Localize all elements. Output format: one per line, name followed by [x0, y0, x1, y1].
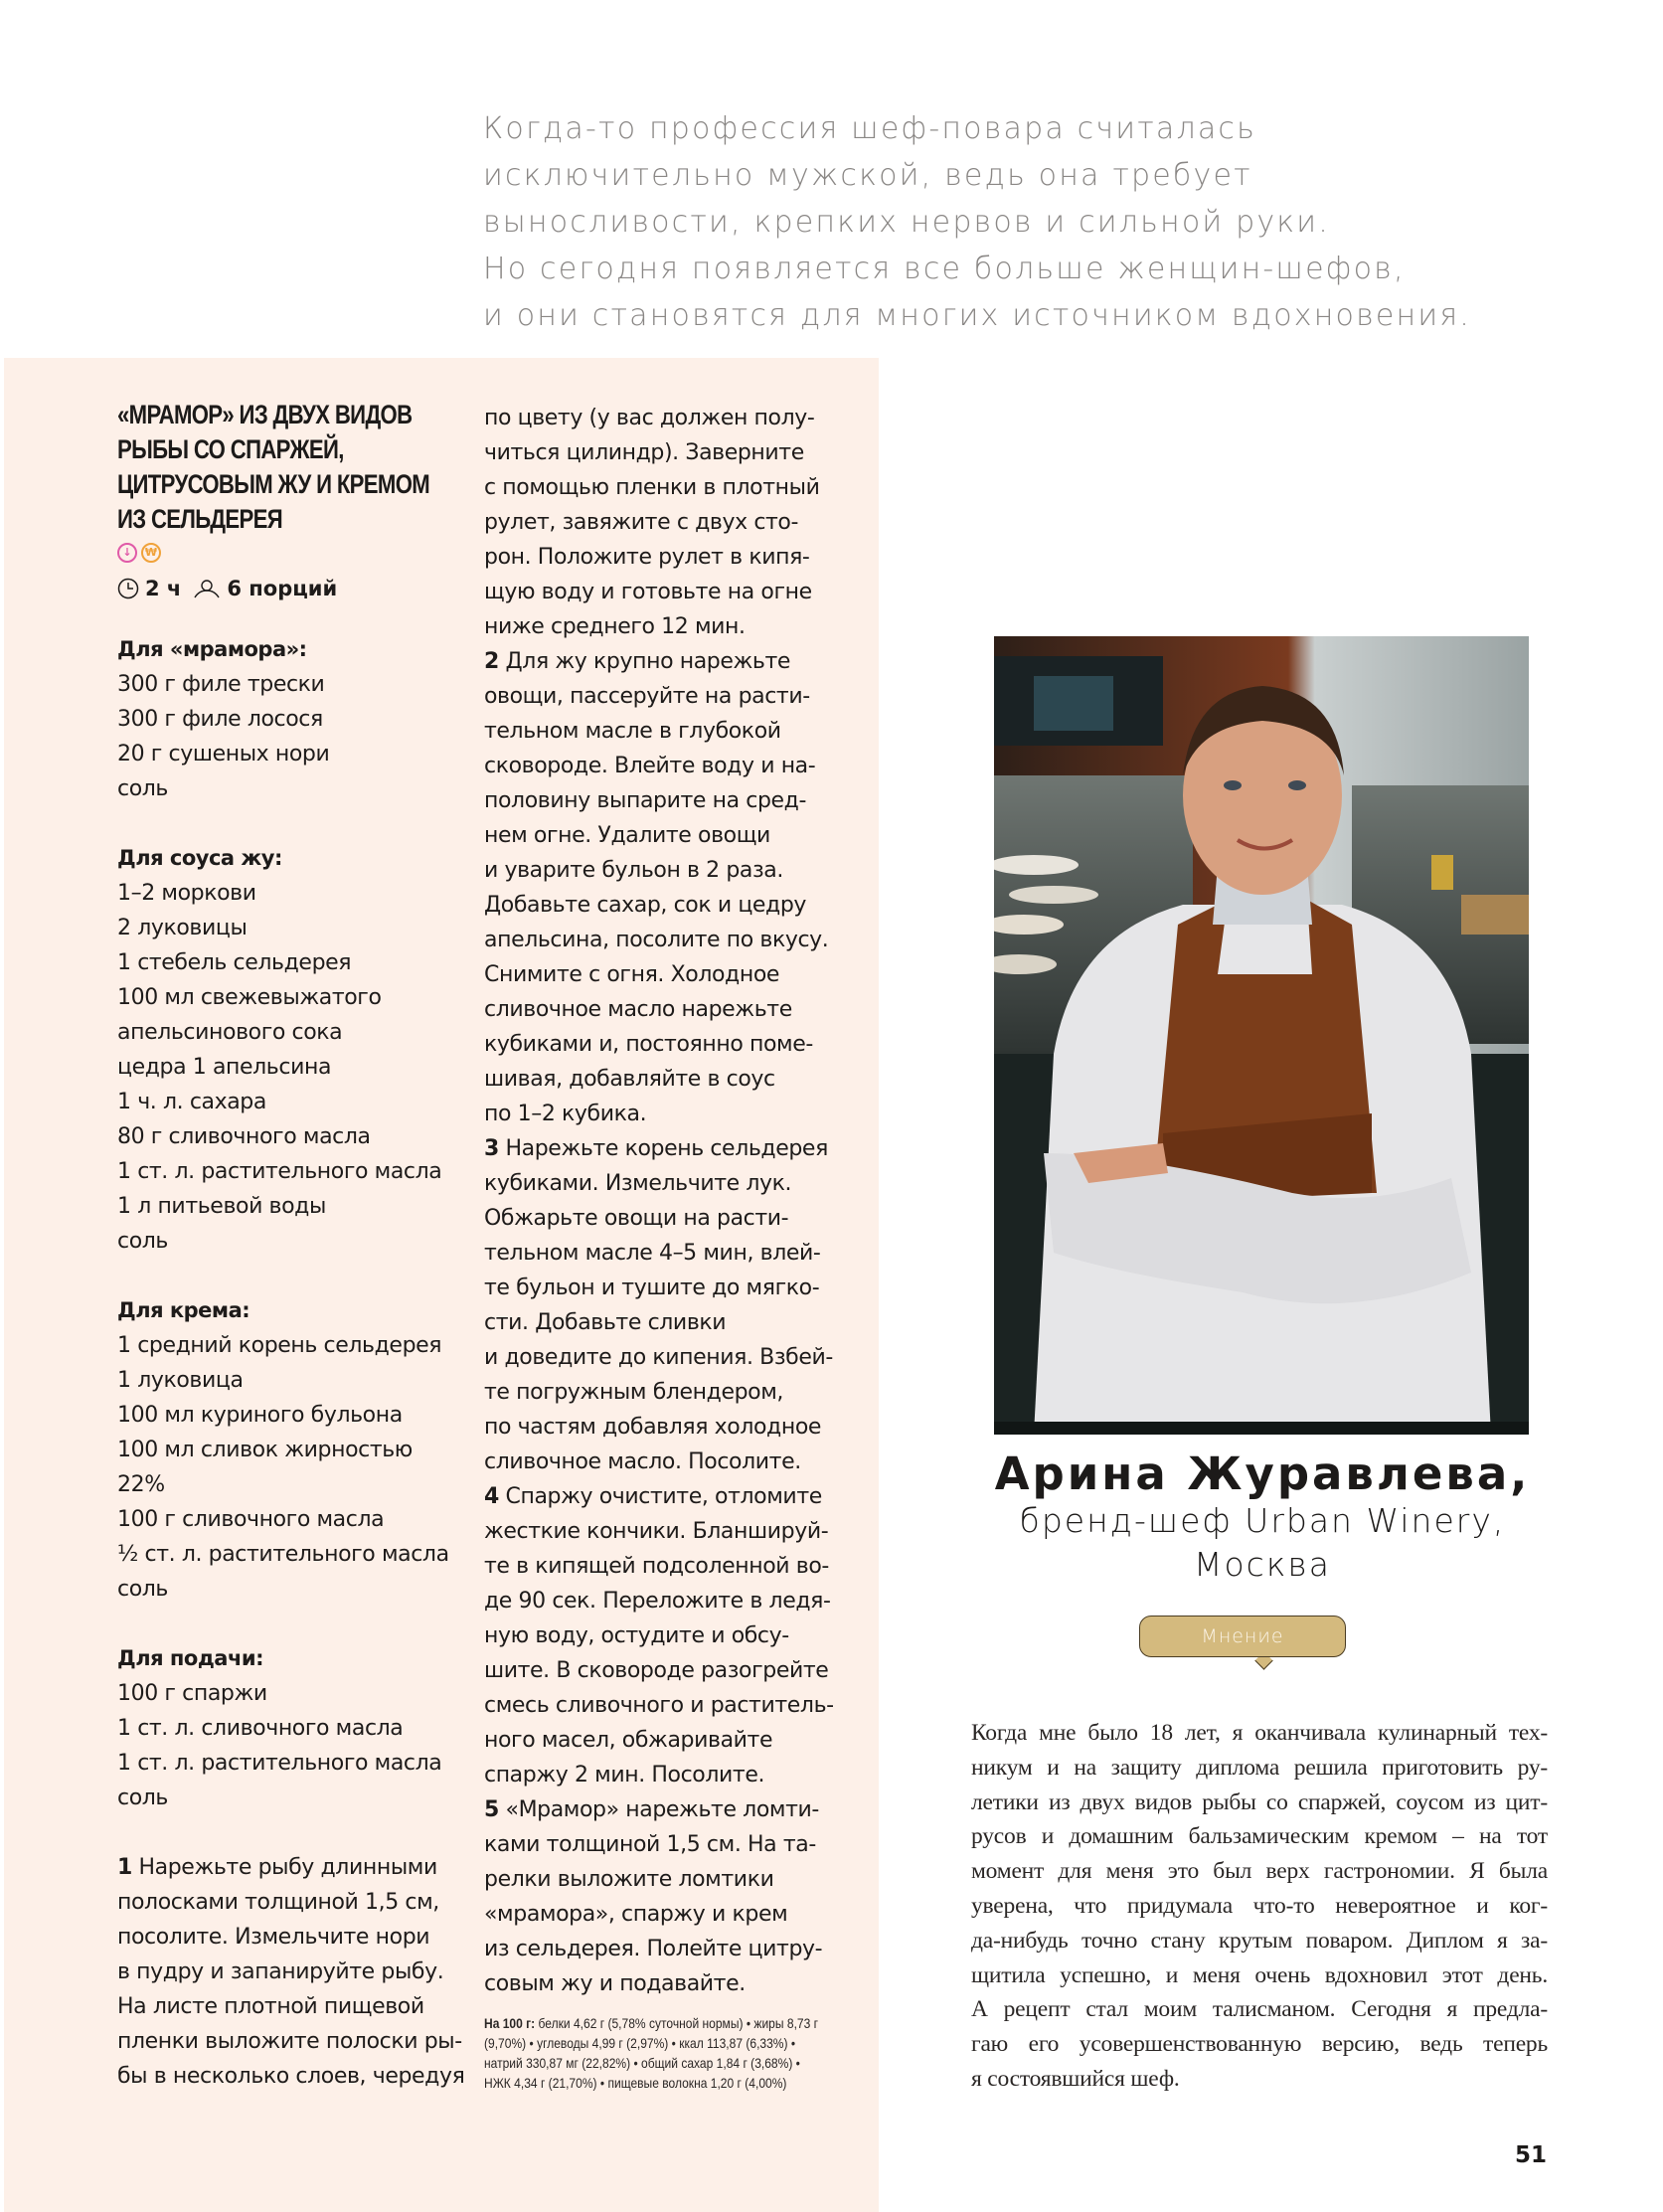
step-text: по частям добавляя холодное [484, 1415, 822, 1440]
step-number: 5 [484, 1797, 499, 1822]
step-text: Нарежьте корень сельдерея [505, 1136, 828, 1161]
title-line: ИЗ СЕЛЬДЕРЕЯ [117, 504, 282, 534]
step-text: овощи, пассеруйте на расти- [484, 684, 810, 709]
lead-line: Когда-то профессия шеф-повара считалась [483, 111, 1256, 146]
nutrition-label: На 100 г: [484, 2015, 536, 2031]
ingredient: 1 луковица [117, 1368, 244, 1393]
step-text: ного масел, обжаривайте [484, 1728, 773, 1753]
ingredient-group-marble [117, 632, 455, 806]
step-text: Нарежьте рыбу длинными [138, 1855, 437, 1880]
step-text: нем огне. Удалите овощи [484, 823, 770, 848]
ingredient: 300 г филе лосося [117, 707, 323, 732]
lead-line: и они становятся для многих источником вдохновения. [483, 298, 1472, 333]
quote-line: гаю его усовершенствованную версию, ведь теперь [971, 2031, 1548, 2058]
nutrition-line: НЖК 4,34 г (21,70%) • пищевые волокна 1,20 г (4,00%) [484, 2075, 787, 2091]
step-text: пленки выложите полоски ры- [117, 2029, 462, 2054]
low-calorie-icon: ↓ [117, 543, 137, 563]
recipe-title [117, 398, 459, 537]
ingredient: 1 ст. л. растительного масла [117, 1159, 442, 1184]
quote-line: А рецепт стал моим талисманом. Сегодня я предла- [971, 1996, 1548, 2023]
ingredient-group-cream [117, 1293, 455, 1607]
quote-line: никум и на защиту диплома решила приготовить ру- [971, 1754, 1548, 1781]
ingredient: 100 мл свежевыжатого [117, 985, 382, 1010]
chef-name: Арина Журавлева, [994, 1447, 1531, 1500]
ingredient: 20 г сушеных нори [117, 742, 330, 766]
step-text: тельном масле в глубокой [484, 719, 781, 744]
step-text: Для жу крупно нарежьте [505, 649, 791, 674]
ingredient: 22% [117, 1472, 165, 1497]
ingredient: 1 ч. л. сахара [117, 1090, 266, 1114]
chef-city: Москва [1194, 1545, 1331, 1584]
step-text: релки выложите ломтики [484, 1867, 774, 1892]
step-text: Обжарьте овощи на расти- [484, 1206, 789, 1231]
ingredient-heading: Для крема: [117, 1298, 250, 1322]
ingredient: ½ ст. л. растительного масла [117, 1542, 449, 1567]
step-text: и доведите до кипения. Взбей- [484, 1345, 833, 1370]
step-text: ками толщиной 1,5 см. На та- [484, 1832, 816, 1857]
title-line: РЫБЫ СО СПАРЖЕЙ, [117, 434, 344, 464]
nutrition-line: (9,70%) • углеводы 4,99 г (2,97%) • ккал 113,87 (6,33%) • [484, 2035, 796, 2051]
ingredient: 100 мл сливок жирностью [117, 1438, 413, 1462]
step-2 [484, 644, 842, 1131]
quote-line: да-нибудь точно стану крутым поваром. Диплом я за- [971, 1927, 1548, 1954]
step-text: из сельдерея. Полейте цитру- [484, 1937, 823, 1961]
ingredient: цедра 1 апельсина [117, 1055, 332, 1080]
gluten-free-icon: ₩ [141, 543, 161, 563]
step-text: кубиками. Измельчите лук. [484, 1171, 792, 1196]
ingredient-group-jus [117, 841, 455, 1259]
quote-line: уверена, что придумала что-то невероятное и ког- [971, 1892, 1548, 1919]
ingredient: 300 г филе трески [117, 672, 325, 697]
ingredient: соль [117, 776, 168, 801]
ingredient: соль [117, 1577, 168, 1602]
title-line: ЦИТРУСОВЫМ ЖУ И КРЕМОМ [117, 469, 430, 499]
ingredient: соль [117, 1786, 168, 1810]
step-text: сти. Добавьте сливки [484, 1310, 727, 1335]
step-text: рон. Положите рулет в кипя- [484, 545, 810, 570]
chef-photo [994, 636, 1529, 1435]
step-text: в пудру и запанируйте рыбу. [117, 1959, 444, 1984]
lead-line: исключительно мужской, ведь она требует [483, 158, 1252, 193]
servings-person-icon [193, 578, 221, 599]
ingredient: 80 г сливочного масла [117, 1124, 371, 1149]
step-text: На листе плотной пищевой [117, 1994, 424, 2019]
recipe-column-1 [117, 398, 465, 2094]
step-text: рулет, завяжите с двух сто- [484, 510, 799, 535]
opinion-badge: Мнение [1139, 1616, 1346, 1657]
lead-paragraph [483, 105, 1477, 339]
recipe-meta [117, 573, 455, 604]
ingredient: 100 мл куриного бульона [117, 1403, 403, 1428]
diet-icons [117, 541, 455, 565]
step-text: те в кипящей подсоленной во- [484, 1554, 829, 1579]
step-number: 3 [484, 1136, 499, 1161]
lead-line: выносливости, крепких нервов и сильной руки. [483, 205, 1330, 240]
step-text: по 1–2 кубика. [484, 1102, 647, 1126]
step-text: де 90 сек. Переложите в ледя- [484, 1589, 831, 1614]
step-text: ниже среднего 12 мин. [484, 614, 746, 639]
step-text: Добавьте сахар, сок и цедру [484, 893, 807, 918]
ingredient: 1 ст. л. сливочного масла [117, 1716, 404, 1741]
step-text: кубиками и, постоянно поме- [484, 1032, 813, 1057]
step-text: сливочное масло. Посолите. [484, 1449, 801, 1474]
ingredient: 1 стебель сельдерея [117, 950, 352, 975]
step-text: щую воду и готовьте на огне [484, 580, 812, 604]
chef-role [974, 1499, 1551, 1587]
step-text: с помощью пленки в плотный [484, 475, 820, 500]
ingredient: 100 г спаржи [117, 1681, 267, 1706]
step-text: половину выпарите на сред- [484, 788, 807, 813]
nutrition-line: белки 4,62 г (5,78% суточной нормы) • жиры 8,73 г [538, 2015, 819, 2031]
ingredient: 100 г сливочного масла [117, 1507, 385, 1532]
step-1-continued [484, 401, 842, 644]
clock-icon [117, 578, 139, 599]
quote-line: момент для меня это был верх гастрономии. Я была [971, 1858, 1548, 1885]
step-text: сливочное масло нарежьте [484, 997, 792, 1022]
step-text: по цвету (у вас должен полу- [484, 406, 815, 430]
step-1 [117, 1850, 465, 2094]
lead-line: Но сегодня появляется все больше женщин-шефов, [483, 252, 1406, 286]
ingredient-heading: Для соуса жу: [117, 846, 282, 870]
quote-line: русов и домашним бальзамическим кремом – на тот [971, 1823, 1548, 1850]
nutrition-facts [484, 2013, 843, 2093]
ingredient: апельсинового сока [117, 1020, 343, 1045]
chef-quote [971, 1716, 1548, 2097]
ingredient: 2 луковицы [117, 916, 248, 940]
page-number: 51 [1515, 2142, 1548, 2168]
quote-line: Когда мне было 18 лет, я оканчивала кулинарный тех- [971, 1720, 1548, 1746]
recipe-column-2 [484, 401, 842, 2093]
step-text: ную воду, остудите и обсу- [484, 1623, 789, 1648]
step-text: шивая, добавляйте в соус [484, 1067, 775, 1092]
step-text: те погружным блендером, [484, 1380, 784, 1405]
ingredient-heading: Для подачи: [117, 1646, 263, 1670]
step-text: «Мрамор» нарежьте ломти- [505, 1797, 819, 1822]
ingredient-group-serving [117, 1641, 455, 1815]
ingredient: 1 средний корень сельдерея [117, 1333, 442, 1358]
step-text: жесткие кончики. Бланшируй- [484, 1519, 829, 1544]
step-text: Снимите с огня. Холодное [484, 962, 780, 987]
chef-role-line: бренд-шеф Urban Winery, [1019, 1501, 1506, 1540]
chef-portrait-image [994, 636, 1529, 1435]
step-text: бы в несколько слоев, чередуя [117, 2064, 465, 2089]
title-line: «МРАМОР» ИЗ ДВУХ ВИДОВ [117, 400, 413, 429]
step-number: 1 [117, 1855, 132, 1880]
ingredient: 1 л питьевой воды [117, 1194, 326, 1219]
nutrition-line: натрий 330,87 мг (22,82%) • общий сахар 1,84 г (3,68%) • [484, 2055, 800, 2071]
step-number: 4 [484, 1484, 499, 1509]
ingredient: 1 ст. л. растительного масла [117, 1751, 442, 1776]
step-text: Спаржу очистите, отломите [505, 1484, 822, 1509]
quote-line: щитила успешно, и меня очень вдохновил этот день. [971, 1961, 1548, 1988]
step-text: сковороде. Влейте воду и на- [484, 754, 816, 778]
step-text: шите. В сковороде разогрейте [484, 1658, 829, 1683]
step-text: апельсина, посолите по вкусу. [484, 928, 829, 952]
step-text: спаржу 2 мин. Посолите. [484, 1763, 765, 1787]
step-text: полосками толщиной 1,5 см, [117, 1890, 439, 1915]
step-4 [484, 1479, 842, 1792]
step-text: посолите. Измельчите нори [117, 1925, 430, 1950]
cook-time: 2 ч [145, 577, 182, 600]
step-text: и уварите бульон в 2 раза. [484, 858, 783, 883]
servings: 6 порций [227, 577, 338, 600]
ingredient: 1–2 моркови [117, 881, 256, 906]
step-text: совым жу и подавайте. [484, 1971, 746, 1996]
step-text: смесь сливочного и раститель- [484, 1693, 834, 1718]
step-5 [484, 1792, 842, 2001]
step-text: тельном масле 4–5 мин, влей- [484, 1241, 821, 1266]
step-text: читься цилиндр). Заверните [484, 440, 804, 465]
quote-line: я состоявшийся шеф. [971, 2065, 1180, 2092]
step-number: 2 [484, 649, 499, 674]
step-3 [484, 1131, 842, 1479]
step-text: те бульон и тушите до мягко- [484, 1276, 820, 1300]
quote-line: летики из двух видов рыбы со спаржей, соусом из цит- [971, 1788, 1548, 1815]
ingredient-heading: Для «мрамора»: [117, 637, 307, 661]
ingredient: соль [117, 1229, 168, 1254]
step-text: «мрамора», спаржу и крем [484, 1902, 788, 1927]
